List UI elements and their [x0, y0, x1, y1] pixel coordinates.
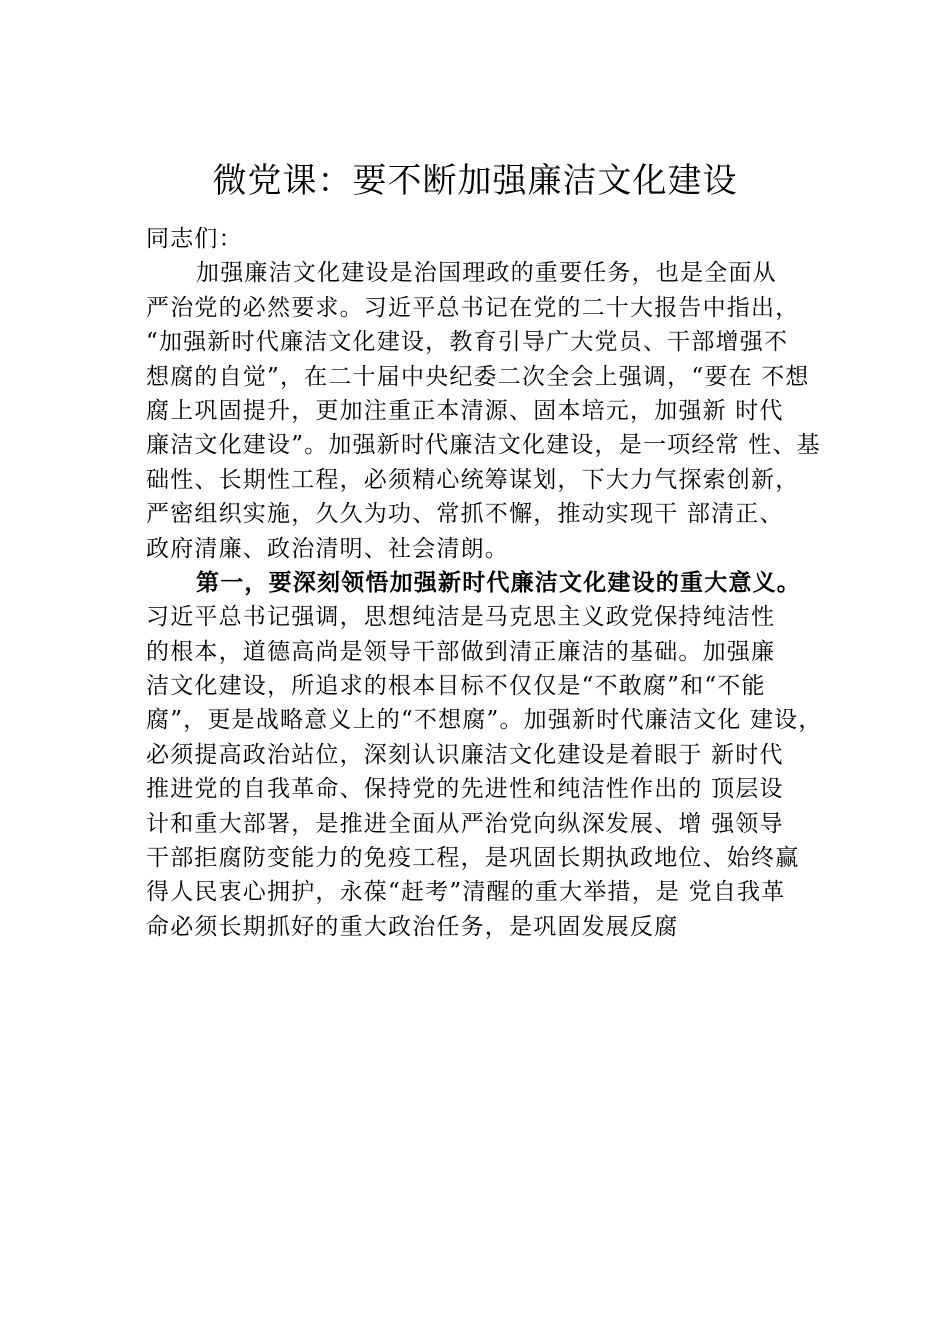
document-title: 微党课：要不断加强廉洁文化建设	[212, 161, 738, 201]
paragraph-line: 廉洁文化建设”。加强新时代廉洁文化建设，是一项经常 性、基	[146, 432, 821, 459]
document-body	[146, 222, 846, 944]
paragraph-line: 计和重大部署，是推进全面从严治党向纵深发展、增 强领导	[146, 810, 784, 837]
paragraph-line: 必须提高政治站位，深刻认识廉洁文化建设是着眼于 新时代	[146, 741, 784, 768]
paragraph-line: 洁文化建设，所追求的根本目标不仅仅是“不敢腐”和“不能	[146, 673, 766, 700]
paragraph-line: 干部拒腐防变能力的免疫工程，是巩固长期执政地位、始终赢	[146, 845, 800, 872]
paragraph-line: 政府清廉、政治清明、社会清朗。	[146, 535, 509, 562]
paragraph-line: 想腐的自觉”，在二十届中央纪委二次全会上强调，“要在 不想	[146, 363, 810, 390]
paragraph-line: 加强廉洁文化建设是治国理政的重要任务，也是全面从	[196, 260, 777, 287]
section-heading: 第一，要深刻领悟加强新时代廉洁文化建设的重大意义。	[196, 568, 801, 596]
paragraph-line: 推进党的自我革命、保持党的先进性和纯洁性作出的 顶层设	[146, 776, 784, 803]
paragraph-line: 严密组织实施，久久为功、常抓不懈，推动实现干 部清正、	[146, 501, 784, 528]
paragraph-line: 腐”，更是战略意义上的“不想腐”。加强新时代廉洁文化 建设，	[146, 707, 823, 734]
paragraph-line: 严治党的必然要求。习近平总书记在党的二十大报告中指出，	[146, 294, 800, 321]
paragraph-line: 础性、长期性工程，必须精心统筹谋划，下大力气探索创新，	[146, 466, 800, 493]
paragraph-line: 得人民衷心拥护，永葆“赶考”清醒的重大举措，是 党自我革	[146, 879, 786, 906]
paragraph-line: 腐上巩固提升，更加注重正本清源、固本培元，加强新 时代	[146, 397, 784, 424]
paragraph-line: 习近平总书记强调，思想纯洁是马克思主义政党保持纯洁性	[146, 604, 776, 631]
paragraph-line: 的根本，道德高尚是领导干部做到清正廉洁的基础。加强廉	[146, 638, 776, 665]
paragraph-line: 命必须长期抓好的重大政治任务，是巩固发展反腐	[146, 913, 679, 940]
paragraph-line: “加强新时代廉洁文化建设，教育引导广大党员、干部增强不	[146, 329, 789, 356]
salutation: 同志们：	[146, 226, 243, 252]
